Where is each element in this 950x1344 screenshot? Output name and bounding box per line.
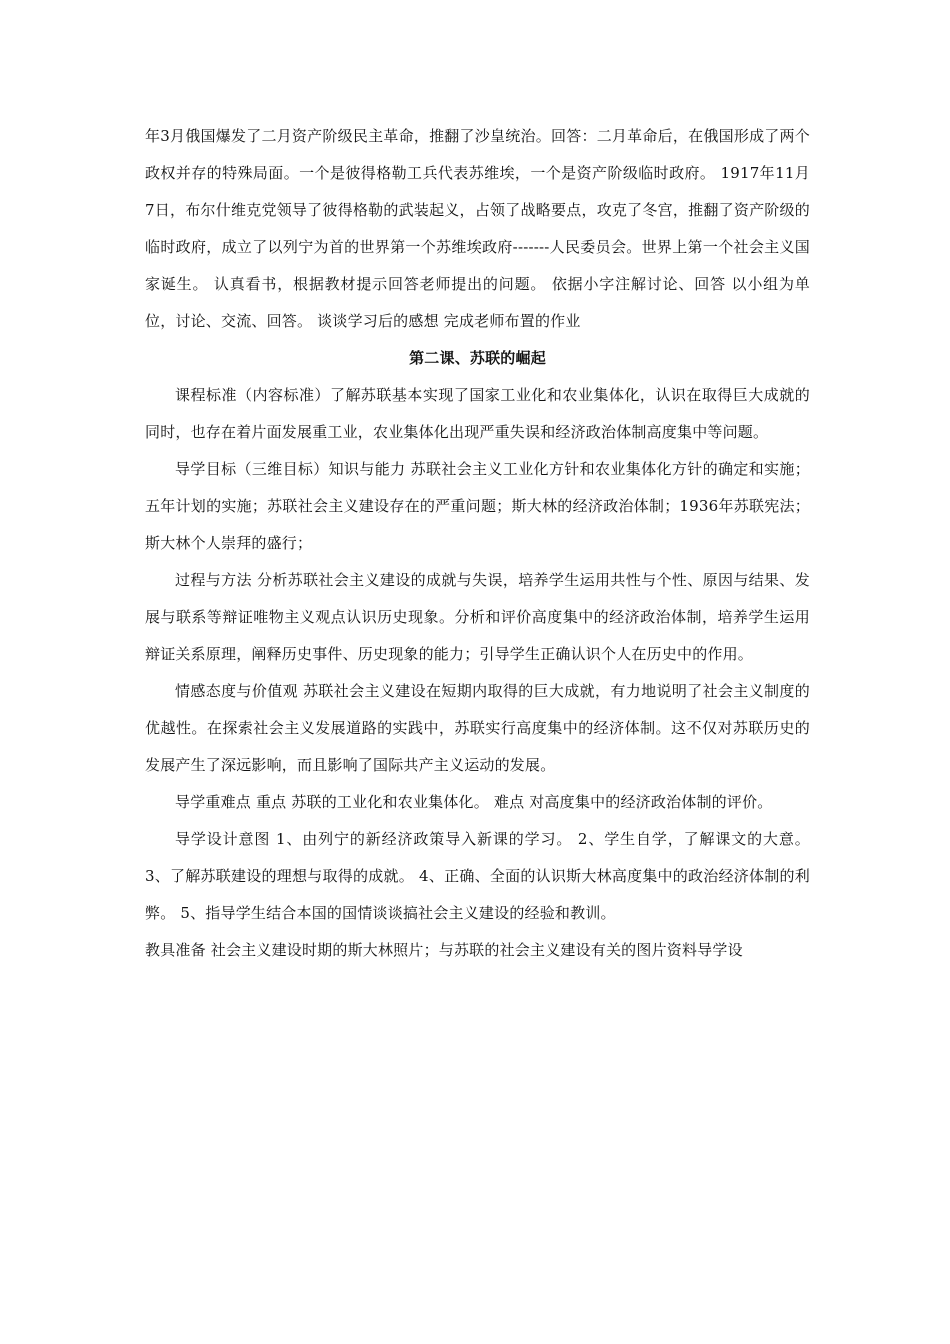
document-body	[145, 118, 810, 969]
objectives-knowledge-paragraph: 导学目标（三维目标）知识与能力 苏联社会主义工业化方针和农业集体化方针的确定和实施；五年计划的实施；苏联社会主义建设存在的严重问题；斯大林的经济政治体制；1936年苏联宪法；斯大林个人崇拜的盛行；	[145, 460, 810, 552]
key-points-paragraph: 导学重难点 重点 苏联的工业化和农业集体化。 难点 对高度集中的经济政治体制的评价。	[175, 793, 773, 811]
teaching-aids-paragraph: 教具准备 社会主义建设时期的斯大林照片；与苏联的社会主义建设有关的图片资料导学设	[145, 941, 743, 959]
objectives-attitude-paragraph: 情感态度与价值观 苏联社会主义建设在短期内取得的巨大成就，有力地说明了社会主义制度的优越性。在探索社会主义发展道路的实践中，苏联实行高度集中的经济体制。这不仅对苏联历史的发展产生了深远影响，而且影响了国际共产主义运动的发展。	[145, 682, 810, 774]
lesson-title: 第二课、苏联的崛起	[409, 349, 546, 367]
curriculum-standard-paragraph: 课程标准（内容标准）了解苏联基本实现了国家工业化和农业集体化，认识在取得巨大成就的同时，也存在着片面发展重工业，农业集体化出现严重失误和经济政治体制高度集中等问题。	[145, 386, 810, 441]
objectives-process-paragraph: 过程与方法 分析苏联社会主义建设的成就与失误，培养学生运用共性与个性、原因与结果、发展与联系等辩证唯物主义观点认识历史现象。分析和评价高度集中的经济政治体制，培养学生运用辩证关系原理，阐释历史事件、历史现象的能力；引导学生正确认识个人在历史中的作用。	[145, 571, 810, 663]
design-intent-paragraph: 导学设计意图 1、由列宁的新经济政策导入新课的学习。 2、学生自学，了解课文的大意。 3、了解苏联建设的理想与取得的成就。 4、正确、全面的认识斯大林高度集中的政治经济体制的利弊。 5、指导学生结合本国的国情谈谈搞社会主义建设的经验和教训。	[145, 830, 810, 922]
intro-paragraph: 年3月俄国爆发了二月资产阶级民主革命，推翻了沙皇统治。回答：二月革命后，在俄国形成了两个政权并存的特殊局面。一个是彼得格勒工兵代表苏维埃，一个是资产阶级临时政府。 1917年11月7日，布尔什维克党领导了彼得格勒的武装起义，占领了战略要点，攻克了冬宫，推翻了资产阶级的临时政府，成立了以列宁为首的世界第一个苏维埃政府-------人民委员会。世界上第一个社会主义国家诞生。 认真看书，根据教材提示回答老师提出的问题。 依据小字注解讨论、回答 以小组为单位，讨论、交流、回答。 谈谈学习后的感想 完成老师布置的作业	[145, 127, 810, 330]
